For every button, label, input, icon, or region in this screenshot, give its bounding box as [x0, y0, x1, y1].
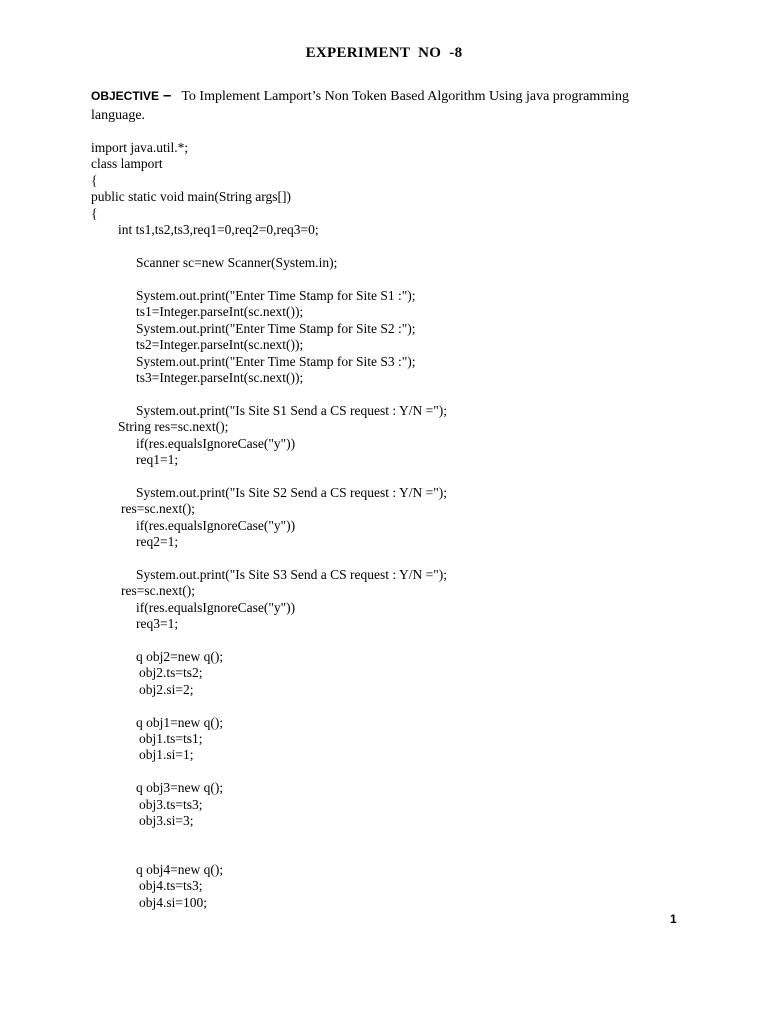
objective-paragraph: [91, 86, 651, 125]
code-line: res=sc.next();: [121, 583, 195, 598]
code-line: import java.util.*;: [91, 140, 189, 155]
code-line: obj1.ts=ts1;: [139, 731, 203, 746]
code-line: res=sc.next();: [121, 501, 195, 516]
code-line: public static void main(String args[]): [91, 189, 291, 204]
code-line: obj4.ts=ts3;: [139, 878, 203, 893]
code-line: q obj4=new q();: [136, 862, 224, 877]
code-line: System.out.print("Is Site S1 Send a CS request : Y/N =");: [136, 403, 448, 418]
code-line: q obj2=new q();: [136, 649, 224, 664]
code-line: obj3.ts=ts3;: [139, 797, 203, 812]
objective-text: To Implement Lamport’s Non Token Based Algorithm Using java programming language.: [91, 89, 630, 123]
code-line: int ts1,ts2,ts3,req1=0,req2=0,req3=0;: [118, 222, 319, 237]
code-line: System.out.print("Enter Time Stamp for Site S2 :");: [136, 321, 416, 336]
page-number: 1: [670, 912, 677, 926]
objective-label: OBJECTIVE: [91, 89, 160, 103]
code-line: obj3.si=3;: [139, 813, 194, 828]
page-title: EXPERIMENT NO -8: [305, 45, 463, 61]
code-line: {: [91, 173, 98, 188]
code-line: obj2.ts=ts2;: [139, 665, 203, 680]
objective-dash: –: [163, 87, 172, 104]
code-line: req2=1;: [136, 534, 179, 549]
code-line: if(res.equalsIgnoreCase("y")): [136, 600, 296, 615]
code-line: obj2.si=2;: [139, 682, 194, 697]
code-line: class lamport: [91, 156, 163, 171]
code-line: ts2=Integer.parseInt(sc.next());: [136, 337, 304, 352]
code-line: System.out.print("Enter Time Stamp for Site S3 :");: [136, 354, 416, 369]
code-line: {: [91, 206, 98, 221]
code-line: q obj1=new q();: [136, 715, 224, 730]
code-line: String res=sc.next();: [118, 419, 229, 434]
code-line: obj4.si=100;: [139, 895, 207, 910]
code-line: req3=1;: [136, 616, 179, 631]
code-line: Scanner sc=new Scanner(System.in);: [136, 255, 338, 270]
code-line: req1=1;: [136, 452, 179, 467]
code-line: if(res.equalsIgnoreCase("y")): [136, 518, 296, 533]
code-line: obj1.si=1;: [139, 747, 194, 762]
code-line: System.out.print("Is Site S2 Send a CS request : Y/N =");: [136, 485, 448, 500]
code-line: q obj3=new q();: [136, 780, 224, 795]
code-line: System.out.print("Enter Time Stamp for Site S1 :");: [136, 288, 416, 303]
code-line: ts1=Integer.parseInt(sc.next());: [136, 304, 304, 319]
code-line: ts3=Integer.parseInt(sc.next());: [136, 370, 304, 385]
code-line: if(res.equalsIgnoreCase("y")): [136, 436, 296, 451]
code-line: System.out.print("Is Site S3 Send a CS request : Y/N =");: [136, 567, 448, 582]
